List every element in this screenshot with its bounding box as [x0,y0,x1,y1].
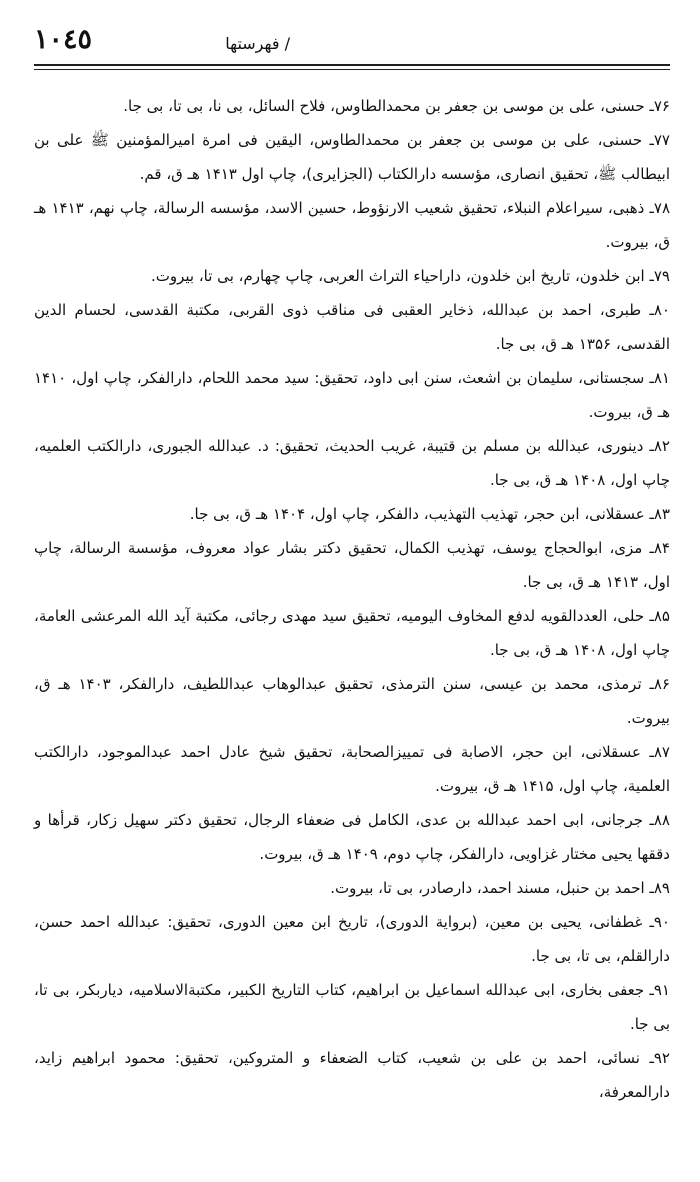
bibliography-entry-84: ۸۴ـ مزی، ابوالحجاج یوسف، تهذیب الکمال، تحقیق دکتر بشار عواد معروف، مؤسسة الرسالة، چاپ اول، ۱۴۱۳ هـ ق، بی جا. [34,539,670,591]
bibliography-entry-92: ۹۲ـ نسائی، احمد بن علی بن شعیب، کتاب الضعفاء و المتروکین، تحقیق: محمود ابراهیم زاید، دارالمعرفة، [34,1049,670,1101]
section-title: / فهرستها [225,34,290,53]
bibliography-entry-89: ۸۹ـ احمد بن حنبل، مسند احمد، دارصادر، بی تا، بیروت. [330,879,670,897]
page-header [34,24,670,64]
header-rule-thick [34,64,670,66]
bibliography-entry-76: ۷۶ـ حسنی، علی بن موسی بن جعفر بن محمدالطاوس، فلاح السائل، بی نا، بی تا، بی جا. [123,97,670,115]
bibliography-entry-88: ۸۸ـ جرجانی، ابی احمد عبدالله بن عدی، الکامل فی ضعفاء الرجال، تحقیق دکتر سهیل زکار، قرأها و دققها یحیی مختار غزاویی، دارالفکر، چاپ دوم، ۱۴۰۹ هـ ق، بیروت. [34,811,670,863]
bibliography-entry-85: ۸۵ـ حلی، العددالقویه لدفع المخاوف الیومیه، تحقیق سید مهدی رجائی، مکتبة آید الله المرعشی العامة، چاپ اول، ۱۴۰۸ هـ ق، بی جا. [34,607,670,659]
page-number: ١٠٤٥ [34,24,93,55]
bibliography-entry-82: ۸۲ـ دینوری، عبدالله بن مسلم بن قتیبة، غریب الحدیث، تحقیق: د. عبدالله الجبوری، دارالکتب العلمیه، چاپ اول، ۱۴۰۸ هـ ق، بی جا. [34,437,670,489]
bibliography-entry-91: ۹۱ـ جعفی بخاری، ابی عبدالله اسماعیل بن ابراهیم، کتاب التاریخ الکبیر، مکتبةالاسلامیه، دیاربکر، بی تا، بی جا. [34,981,670,1033]
bibliography-entry-77: ۷۷ـ حسنی، علی بن موسی بن جعفر بن محمدالطاوس، الیقین فی امرة امیرالمؤمنین ﷺ علی بن ابیطالب ﷺ، تحقیق انصاری، مؤسسه دارالکتاب (الجزایری)، چاپ اول ۱۴۱۳ هـ ق، قم. [34,131,670,183]
bibliography-list [34,89,670,1109]
bibliography-entry-86: ۸۶ـ ترمذی، محمد بن عیسی، سنن الترمذی، تحقیق عبدالوهاب عبداللطیف، دارالفکر، ۱۴۰۳ هـ ق، بیروت. [34,675,670,727]
bibliography-entry-83: ۸۳ـ عسقلانی، ابن حجر، تهذیب التهذیب، دالفکر، چاپ اول، ۱۴۰۴ هـ ق، بی جا. [189,505,670,523]
header-rule-thin [34,69,670,70]
bibliography-entry-78: ۷۸ـ ذهبی، سیراعلام النبلاء، تحقیق شعیب الارنؤوط، حسین الاسد، مؤسسه الرسالة، چاپ نهم، ۱۴۱۳ هـ ق، بیروت. [34,199,671,251]
bibliography-entry-87: ۸۷ـ عسقلانی، ابن حجر، الاصابة فی تمییزالصحابة، تحقیق شیخ عادل احمد عبدالموجود، دارالکتب العلمیة، چاپ اول، ۱۴۱۵ هـ ق، بیروت. [34,743,670,795]
bibliography-entry-80: ۸۰ـ طبری، احمد بن عبدالله، ذخایر العقبی فی مناقب ذوی القربی، مکتبة القدسی، لحسام الدین القدسی، ۱۳۵۶ هـ ق، بی جا. [34,301,670,353]
bibliography-entry-79: ۷۹ـ ابن خلدون، تاریخ ابن خلدون، داراحیاء التراث العربی، چاپ چهارم، بی تا، بیروت. [150,267,670,285]
bibliography-entry-90: ۹۰ـ غطفانی، یحیی بن معین، (بروایة الدوری)، تاریخ ابن معین الدوری، تحقیق: عبدالله احمد حسن، دارالقلم، بی تا، بی جا. [34,913,670,965]
bibliography-entry-81: ۸۱ـ سجستانی، سلیمان بن اشعث، سنن ابی داود، تحقیق: سید محمد اللحام، دارالفکر، چاپ اول، ۱۴۱۰ هـ ق، بیروت. [34,369,670,421]
